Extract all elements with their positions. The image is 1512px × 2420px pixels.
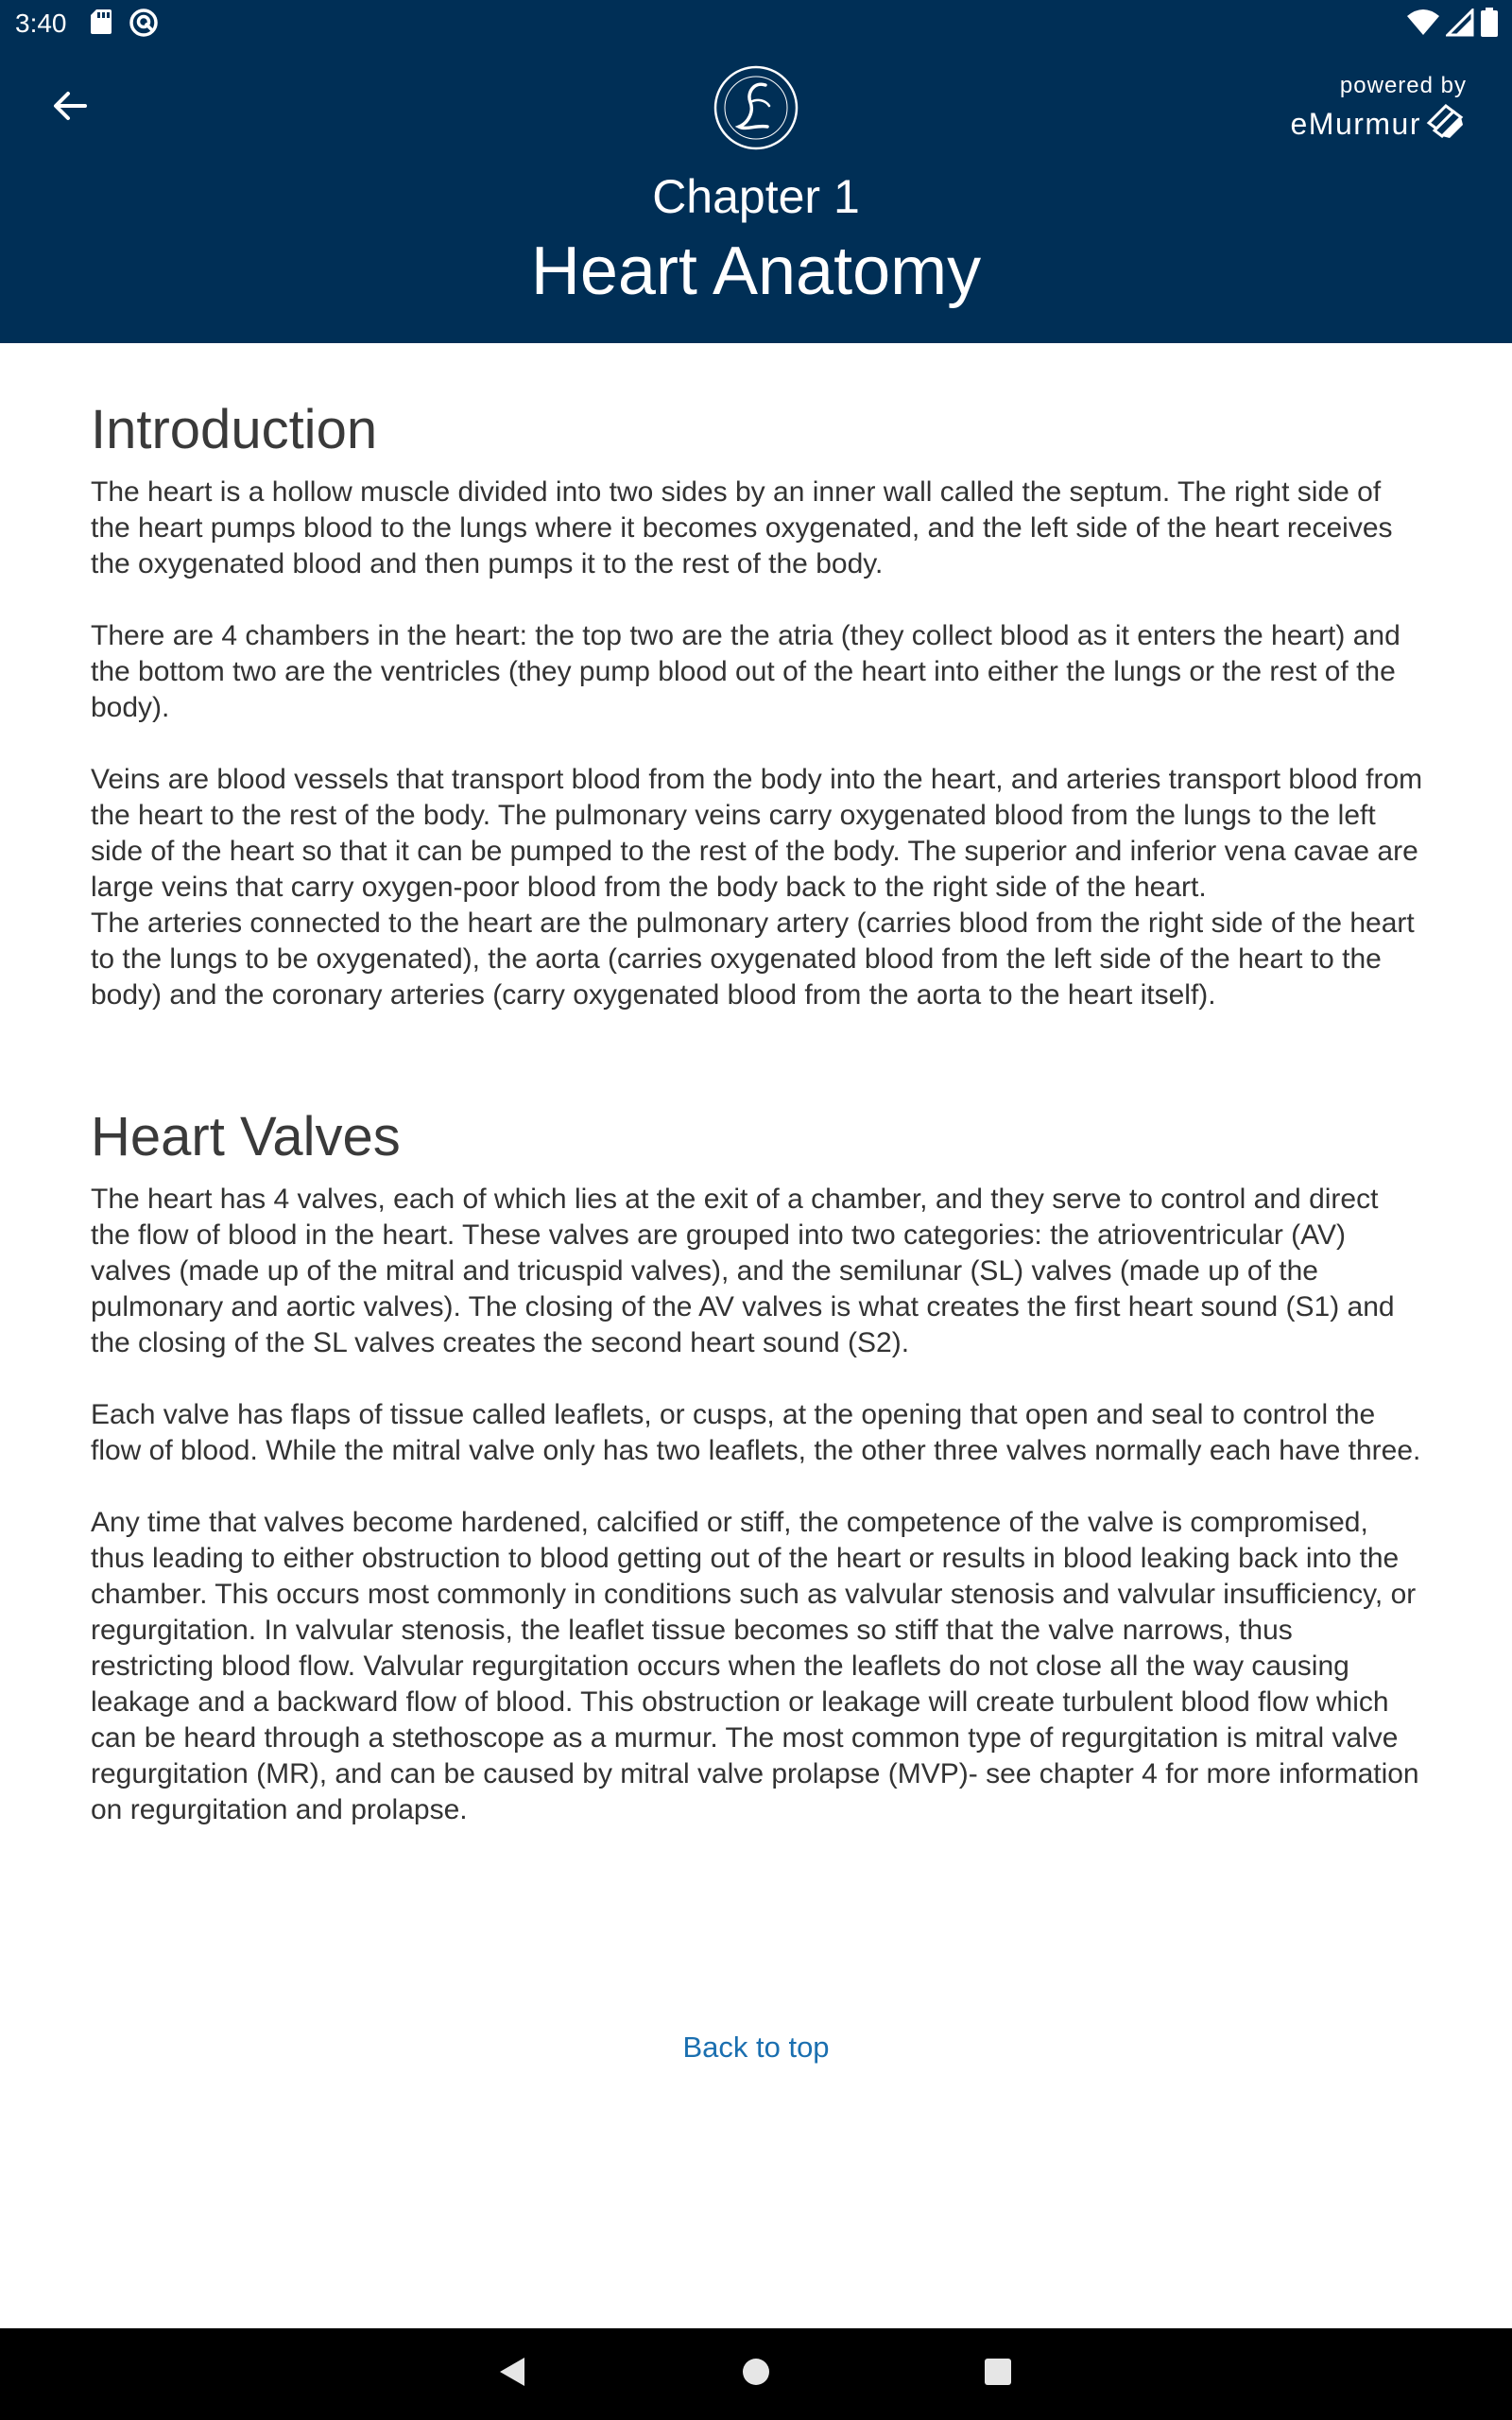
powered-by-emurmur [1290,72,1467,145]
paragraph: Veins are blood vessels that transport blood from the body into the heart, and arteries transport blood from the heart to the rest of the body. The pulmonary veins carry oxygenated blood from the lungs to the left side of the heart so that it can be pumped to the rest of the body. The superior and inferior vena cavae are large veins that carry oxygen-poor blood from the body back to the right side of the heart. [91,764,1423,903]
chapter-label: Chapter 1 [652,170,860,223]
powered-by-label: powered by [1339,73,1467,98]
section-heading: Introduction [91,399,378,460]
back-triangle-icon [496,2355,528,2394]
section-heading: Heart Valves [91,1106,401,1167]
status-right-icons [1406,8,1499,43]
wifi-icon [1406,9,1440,42]
nav-back-button[interactable] [488,2349,537,2398]
home-circle-icon [741,2357,771,2392]
paragraph: The heart has 4 valves, each of which lies at the exit of a chamber, and they serve to control and direct the flow of blood in the heart. These valves are grouped into two categories: the atrioventricular (AV) valves (made up of the mitral and tricuspid valves), and the semilunar (SL) valves (made up of the pulmonary and aortic valves). The closing of the AV valves is what creates the first heart sound (S1) and the closing of the SL valves creates the second heart sound (S2). [91,1184,1395,1358]
emurmur-logo-icon [1425,102,1467,145]
arrow-left-icon [51,87,89,130]
brand-row [1290,102,1467,145]
status-bar [0,0,1512,47]
paragraph: The heart is a hollow muscle divided into two sides by an inner wall called the septum. The right side of the heart pumps blood to the lungs where it becomes oxygenated, and the left side of the heart receives the oxygenated blood and then pumps it to the rest of the body. [91,476,1393,579]
status-time: 3:40 [15,9,67,38]
vpn-icon [129,8,159,43]
article-content [91,389,1423,1828]
littmann-logo [713,64,799,151]
paragraph: There are 4 chambers in the heart: the top two are the atria (they collect blood as it enters the heart) and the bottom two are the ventricles (they pump blood out of the heart into either the lungs or the rest of the body). [91,620,1400,723]
nav-home-button[interactable] [731,2349,781,2398]
back-button[interactable] [42,79,98,136]
sd-card-icon [89,8,113,43]
brand-name: eMurmur [1290,106,1421,141]
page-title: Heart Anatomy [530,233,982,309]
paragraph: The arteries connected to the heart are the pulmonary artery (carries blood from the right side of the heart to the lungs to be oxygenated), the aorta (carries oxygenated blood from the left side of the heart to the body) and the coronary arteries (carry oxygenated blood from the aorta to the heart itself). [91,908,1415,1011]
nav-recents-button[interactable] [973,2349,1022,2398]
battery-icon [1480,8,1499,43]
section-introduction [91,389,1423,1013]
status-left-icons [89,8,159,43]
paragraph: Any time that valves become hardened, calcified or stiff, the competence of the valve is compromised, thus leading to either obstruction to blood getting out of the heart or results in blood leaking back into the chamber. This occurs most commonly in conditions such as valvular stenosis and valvular insufficiency, or regurgitation. In valvular stenosis, the leaflet tissue becomes so stiff that the valve narrows, thus restricting blood flow. Valvular regurgitation occurs when the leaflets do not close all the way causing leakage and a backward flow of blood. This obstruction or leakage will create turbulent blood flow which can be heard through a stethoscope as a murmur. The most common type of regurgitation is mitral valve regurgitation (MR), and can be caused by mitral valve prolapse (MVP)- see chapter 4 for more information on regurgitation and prolapse. [91,1507,1419,1825]
back-to-top-link[interactable]: Back to top [682,2031,830,2064]
app-header [0,0,1512,343]
paragraph: Each valve has flaps of tissue called leaflets, or cusps, at the opening that open and seal to control the flow of blood. While the mitral valve only has two leaflets, the other three valves normally each have three. [91,1399,1421,1466]
recents-square-icon [984,2358,1012,2391]
section-heart-valves [91,1097,1423,1828]
system-nav-bar [0,2328,1512,2420]
signal-icon [1446,9,1474,42]
